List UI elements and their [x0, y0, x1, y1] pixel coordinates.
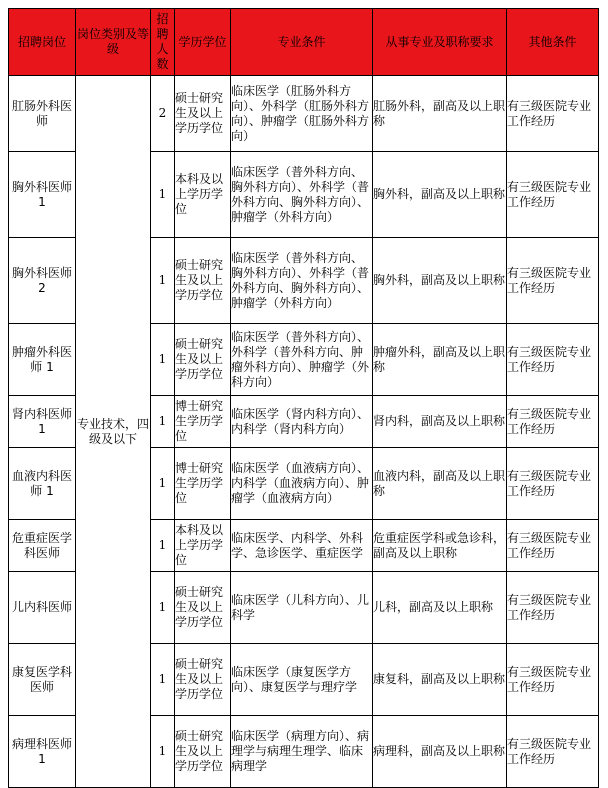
position-cell: 肿瘤外科医师 1	[9, 324, 76, 396]
education-cell: 硕士研究生及以上学历学位	[175, 572, 231, 644]
education-cell: 博士研究生学历学位	[175, 396, 231, 448]
header-title-req: 从事专业及职称要求	[373, 9, 507, 76]
position-cell: 康复医学科医师	[9, 644, 76, 716]
recruitment-table	[8, 8, 599, 788]
education-cell: 本科及以上学历学位	[175, 520, 231, 572]
title-req-cell: 肛肠外科，副高及以上职称	[373, 76, 507, 152]
education-cell: 本科及以上学历学位	[175, 152, 231, 238]
major-cell: 临床医学、内科学、外科学、急诊医学、重症医学	[231, 520, 373, 572]
other-cell: 有三级医院专业工作经历	[507, 152, 599, 238]
other-cell: 有三级医院专业工作经历	[507, 644, 599, 716]
major-cell: 临床医学（肛肠外科方向）、外科学（肛肠外科方向）、肿瘤学（肛肠外科方向）	[231, 76, 373, 152]
other-cell: 有三级医院专业工作经历	[507, 324, 599, 396]
category-cell: 专业技术，四级及以下	[76, 76, 151, 788]
major-cell: 临床医学（血液病方向）、内科学（血液病方向）、肿瘤学（血液病方向）	[231, 448, 373, 520]
major-cell: 临床医学（康复医学方向）、康复医学与理疗学	[231, 644, 373, 716]
title-req-cell: 病理科，副高及以上职称	[373, 716, 507, 788]
header-category: 岗位类别及等级	[76, 9, 151, 76]
table-body	[9, 76, 599, 788]
other-cell: 有三级医院专业工作经历	[507, 238, 599, 324]
count-cell: 1	[151, 644, 175, 716]
header-count: 招聘人数	[151, 9, 175, 76]
table-row	[9, 76, 599, 152]
education-cell: 博士研究生学历学位	[175, 448, 231, 520]
education-cell: 硕士研究生及以上学历学位	[175, 324, 231, 396]
header-major: 专业条件	[231, 9, 373, 76]
count-cell: 1	[151, 238, 175, 324]
header-other: 其他条件	[507, 9, 599, 76]
major-cell: 临床医学（普外科方向、胸外科方向）、外科学（普外科方向、胸外科方向）、肿瘤学（外科方向）	[231, 238, 373, 324]
title-req-cell: 肿瘤外科，副高及以上职称	[373, 324, 507, 396]
position-cell: 危重症医学科医师	[9, 520, 76, 572]
major-cell: 临床医学（普外科方向）、外科学（普外科方向、肿瘤外科方向）、肿瘤学（外科方向）	[231, 324, 373, 396]
title-req-cell: 康复科，副高及以上职称	[373, 644, 507, 716]
position-cell: 病理科医师 1	[9, 716, 76, 788]
header-education: 学历学位	[175, 9, 231, 76]
count-cell: 2	[151, 76, 175, 152]
position-cell: 血液内科医师 1	[9, 448, 76, 520]
position-cell: 肾内科医师 1	[9, 396, 76, 448]
recruitment-table-wrapper	[8, 8, 599, 788]
count-cell: 1	[151, 324, 175, 396]
major-cell: 临床医学（病理方向）、病理学与病理生理学、临床病理学	[231, 716, 373, 788]
header-row	[9, 9, 599, 76]
title-req-cell: 胸外科，副高及以上职称	[373, 238, 507, 324]
title-req-cell: 胸外科，副高及以上职称	[373, 152, 507, 238]
position-cell: 儿内科医师	[9, 572, 76, 644]
position-cell: 肛肠外科医师	[9, 76, 76, 152]
other-cell: 有三级医院专业工作经历	[507, 76, 599, 152]
title-req-cell: 肾内科，副高及以上职称	[373, 396, 507, 448]
title-req-cell: 血液内科，副高及以上职称	[373, 448, 507, 520]
count-cell: 1	[151, 152, 175, 238]
education-cell: 硕士研究生及以上学历学位	[175, 76, 231, 152]
major-cell: 临床医学（肾内科方向）、内科学（肾内科方向）	[231, 396, 373, 448]
education-cell: 硕士研究生及以上学历学位	[175, 716, 231, 788]
other-cell: 有三级医院专业工作经历	[507, 716, 599, 788]
major-cell: 临床医学（普外科方向、胸外科方向）、外科学（普外科方向、胸外科方向）、肿瘤学（外科方向）	[231, 152, 373, 238]
count-cell: 1	[151, 396, 175, 448]
position-cell: 胸外科医师 1	[9, 152, 76, 238]
title-req-cell: 危重症医学科或急诊科，副高及以上职称	[373, 520, 507, 572]
other-cell: 有三级医院专业工作经历	[507, 396, 599, 448]
position-cell: 胸外科医师 2	[9, 238, 76, 324]
count-cell: 1	[151, 448, 175, 520]
education-cell: 硕士研究生及以上学历学位	[175, 238, 231, 324]
count-cell: 1	[151, 572, 175, 644]
title-req-cell: 儿科，副高及以上职称	[373, 572, 507, 644]
header-position: 招聘岗位	[9, 9, 76, 76]
education-cell: 硕士研究生及以上学历学位	[175, 644, 231, 716]
other-cell: 有三级医院专业工作经历	[507, 572, 599, 644]
count-cell: 1	[151, 716, 175, 788]
major-cell: 临床医学（儿科方向）、儿科学	[231, 572, 373, 644]
other-cell: 有三级医院专业工作经历	[507, 448, 599, 520]
count-cell: 1	[151, 520, 175, 572]
other-cell: 有三级医院专业工作经历	[507, 520, 599, 572]
